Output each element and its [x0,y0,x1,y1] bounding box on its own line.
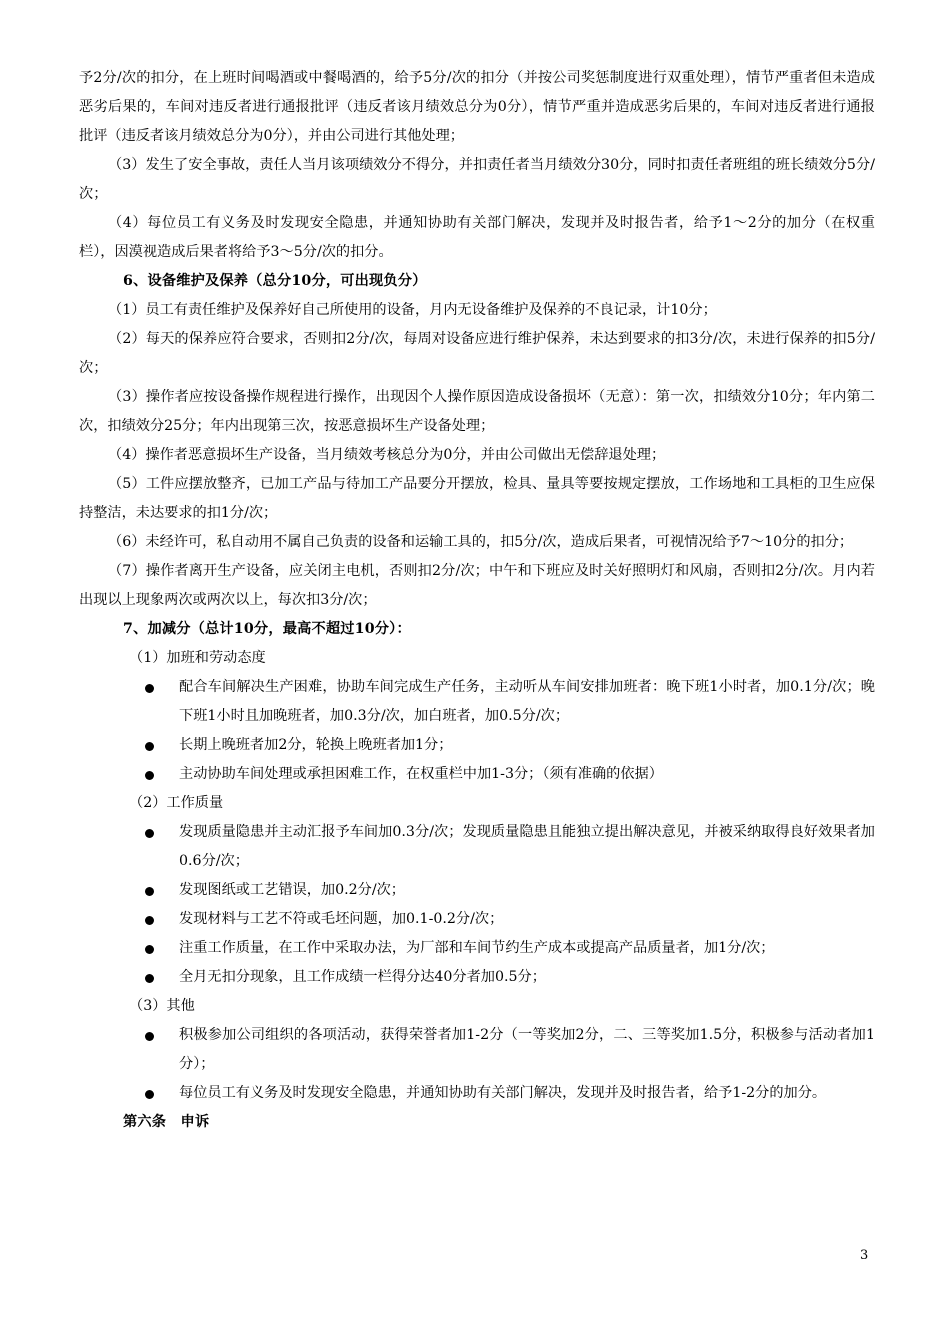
article-heading-appeal: 第六条 申诉 [123,1114,210,1130]
list-item [79,760,875,789]
subsection-quality: （2）工作质量 [129,795,224,811]
section-heading-equipment: 6、设备维护及保养（总分10分，可出现负分） [123,273,427,289]
paragraph-safety-accident: （3）发生了安全事故，责任人当月该项绩效分不得分，并扣责任者当月绩效分30分，同时扣责任者班组的班长绩效分5分/次； [79,157,875,202]
bullet-icon [145,1090,154,1099]
equipment-item-6: （6）未经许可，私自动用不属自己负责的设备和运输工具的，扣5分/次，造成后果者，可视情况给予7～10分的扣分； [108,534,854,550]
bullet-icon [145,945,154,954]
bullet-icon [145,887,154,896]
equipment-item-5: （5）工件应摆放整齐，已加工产品与待加工产品要分开摆放，检具、量具等要按规定摆放，工作场地和工具柜的卫生应保持整洁，未达要求的扣1分/次； [79,476,875,521]
list-item [79,963,875,992]
bullet-icon [145,684,154,693]
equipment-item-2: （2）每天的保养应符合要求，否则扣2分/次，每周对设备应进行维护保养，未达到要求的扣3分/次，未进行保养的扣5分/次； [79,331,875,376]
list-item [79,876,875,905]
list-item-text: 全月无扣分现象，且工作成绩一栏得分达40分者加0.5分； [179,969,546,985]
equipment-item-7: （7）操作者离开生产设备，应关闭主电机，否则扣2分/次；中午和下班应及时关好照明灯和风扇，否则扣2分/次。月内若出现以上现象两次或两次以上，每次扣3分/次； [79,563,875,608]
bullet-icon [145,771,154,780]
list-item [79,731,875,760]
bullet-icon [145,916,154,925]
list-item-text: 每位员工有义务及时发现安全隐患，并通知协助有关部门解决，发现并及时报告者，给予1-2分的加分。 [179,1085,827,1101]
document-body [79,64,875,1137]
equipment-item-4: （4）操作者恶意损坏生产设备，当月绩效考核总分为0分，并由公司做出无偿辞退处理； [108,447,666,463]
subsection-other: （3）其他 [129,998,195,1014]
equipment-item-1: （1）员工有责任维护及保养好自己所使用的设备，月内无设备维护及保养的不良记录，计10分； [108,302,717,318]
list-item [79,1021,875,1079]
bullet-icon [145,1032,154,1041]
paragraph-penalty-drinking: 予2分/次的扣分，在上班时间喝酒或中餐喝酒的，给予5分/次的扣分（并按公司奖惩制度进行双重处理），情节严重者但未造成恶劣后果的，车间对违反者进行通报批评（违反者该月绩效总分为0分），情节严重并造成恶劣后果的，车间对违反者进行通报批评（违反者该月绩效总分为0分），并由公司进行其他处理； [79,70,875,144]
section-heading-bonus: 7、加减分（总计10分，最高不超过10分）： [123,621,411,637]
list-item-text: 发现图纸或工艺错误，加0.2分/次； [179,882,405,898]
bullet-icon [145,974,154,983]
bullet-icon [145,742,154,751]
list-item [79,905,875,934]
list-item-text: 发现材料与工艺不符或毛坯问题，加0.1-0.2分/次； [179,911,504,927]
list-item-text: 积极参加公司组织的各项活动，获得荣誉者加1-2分（一等奖加2分，二、三等奖加1.5分，积极参与活动者加1分）； [179,1027,875,1072]
paragraph-safety-hazard: （4）每位员工有义务及时发现安全隐患，并通知协助有关部门解决，发现并及时报告者，给予1～2分的加分（在权重栏），因漠视造成后果者将给予3～5分/次的扣分。 [79,215,875,260]
equipment-item-3: （3）操作者应按设备操作规程进行操作，出现因个人操作原因造成设备损坏（无意）：第一次，扣绩效分10分；年内第二次，扣绩效分25分；年内出现第三次，按恶意损坏生产设备处理； [79,389,875,434]
list-item-text: 配合车间解决生产困难，协助车间完成生产任务，主动听从车间安排加班者：晚下班1小时者，加0.1分/次；晚下班1小时且加晚班者，加0.3分/次，加白班者，加0.5分/次； [179,679,875,724]
list-item-text: 长期上晚班者加2分，轮换上晚班者加1分； [179,737,453,753]
list-item [79,934,875,963]
list-item-text: 注重工作质量，在工作中采取办法，为厂部和车间节约生产成本或提高产品质量者，加1分/次； [179,940,775,956]
subsection-overtime: （1）加班和劳动态度 [129,650,266,666]
list-item [79,1079,875,1108]
list-item-text: 主动协助车间处理或承担困难工作，在权重栏中加1-3分；（须有准确的依据） [179,766,663,782]
bullet-icon [145,829,154,838]
page-number: 3 [860,1248,869,1263]
list-item [79,818,875,876]
list-item [79,673,875,731]
list-item-text: 发现质量隐患并主动汇报予车间加0.3分/次；发现质量隐患且能独立提出解决意见，并被采纳取得良好效果者加0.6分/次； [179,824,875,869]
